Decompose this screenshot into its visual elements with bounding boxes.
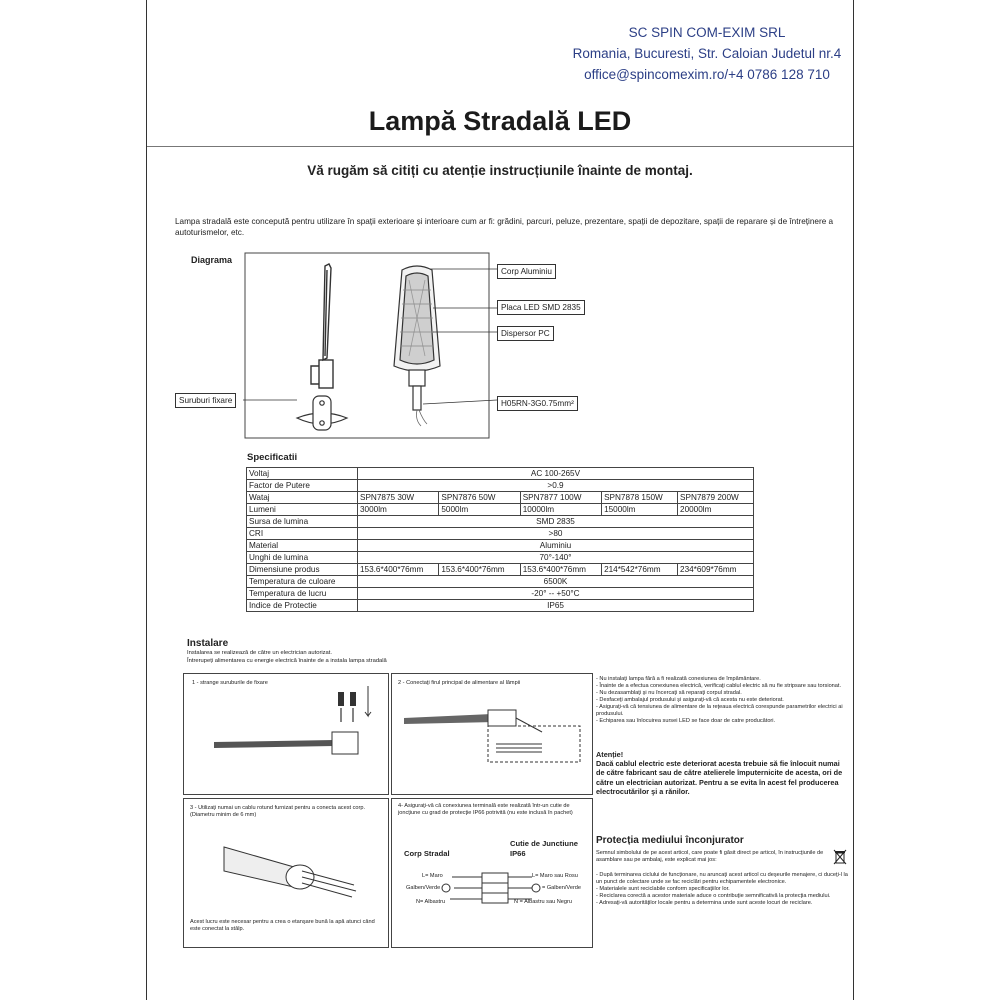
callout-diffuser: Dispersor PC <box>497 326 554 341</box>
warning-text: Dacă cablul electric este deteriorat acesta trebuie să fie înlocuit numai de către fabricant sau de către atelierele împuternicite de acesta, ori de către un electrician autorizat. Pentru a se evita în acest fel producerea electrocutărilor şi a rănilor. <box>596 759 843 796</box>
spec-label: Lumeni <box>247 504 358 516</box>
spec-label: Wataj <box>247 492 358 504</box>
spec-cell: SPN7876 50W <box>439 492 520 504</box>
safety-note: - Desfaceţi ambalajul produsului şi asiguraţi-vă că acesta nu este deteriorat. <box>596 697 784 703</box>
wiring-right-title: Cutie de Junctiune IP66 <box>510 839 578 858</box>
lamp-side-profile <box>311 264 333 388</box>
spec-label: Dimensiune produs <box>247 564 358 576</box>
spec-row <box>247 528 754 540</box>
spec-row <box>247 540 754 552</box>
step-2-box <box>391 673 593 795</box>
safety-note: - Asiguraţi-vă că tensiunea de alimentare de la reţeaua electrică corespunde parametrilor electrici ai produsului. <box>596 704 843 717</box>
spec-row <box>247 564 754 576</box>
spec-label: Factor de Putere <box>247 480 358 492</box>
install-title: Instalare <box>187 638 229 649</box>
wiring-left-title: Corp Stradal <box>404 849 450 858</box>
spec-cell: 153.6*400*76mm <box>520 564 601 576</box>
warning-block <box>596 750 846 796</box>
lamp-front-view <box>394 266 440 426</box>
spec-row <box>247 516 754 528</box>
spec-row <box>247 492 754 504</box>
environment-item: - După terminarea ciclului de funcţionare, nu aruncaţi acest articol cu deşeurile menajere, ci duceţi-l la un punct de colectare unde se fac reciclări pentru echipamentele electronice. <box>596 872 848 885</box>
spec-label: Temperatura de lucru <box>247 588 358 600</box>
install-note-2: Întrerupeți alimentarea cu energie electrică înainte de a instala lampa stradală <box>187 657 387 664</box>
callout-led: Placa LED SMD 2835 <box>497 300 585 315</box>
environment-item: - Materialele sunt reciclabile conform specificaţiilor lor. <box>596 886 730 892</box>
step-4-text: 4- Asiguraţi-vă că conexiunea terminală este realizată într-un cutie de joncţiune cu grad de protecţie IP66 potrivită (nu este inclusă în pachet) <box>398 803 573 816</box>
spec-label: Voltaj <box>247 468 358 480</box>
spec-cell: SPN7877 100W <box>520 492 601 504</box>
wiring-left-ge: Galben/Verde <box>406 885 441 891</box>
spec-cell: 214*542*76mm <box>602 564 678 576</box>
spec-cell: 3000lm <box>358 504 439 516</box>
page-subtitle: Vă rugăm să citiți cu atenție instrucțiunile înainte de montaj. <box>307 163 693 178</box>
safety-note: - Echiparea sau înlocuirea sursei LED se face doar de catre producători. <box>596 718 776 724</box>
step-1-illustration <box>184 674 388 794</box>
specs-title: Specificatii <box>247 452 298 463</box>
wiring-left-n: N= Albastru <box>416 899 446 905</box>
spec-value: >80 <box>358 528 754 540</box>
spec-cell: SPN7875 30W <box>358 492 439 504</box>
safety-note: - Înainte de a efectua conexiunea electrică, verificaţi cablul electric să nu fie stripsare sau torsionat. <box>596 683 842 689</box>
callout-body: Corp Aluminiu <box>497 264 556 279</box>
spec-value: 70°-140° <box>358 552 754 564</box>
weee-bin-icon <box>833 849 847 865</box>
environment-item: - Adresaţi-vă autorităţilor locale pentru a determina unde sunt aceste locuri de reciclare. <box>596 900 813 906</box>
mounting-bracket <box>297 396 347 430</box>
wiring-right-n: N = Albastru sau Negru <box>514 899 572 905</box>
document-page <box>146 0 854 1000</box>
spec-value: SMD 2835 <box>358 516 754 528</box>
spec-row <box>247 468 754 480</box>
spec-cell: SPN7878 150W <box>602 492 678 504</box>
spec-row <box>247 600 754 612</box>
spec-cell: 20000lm <box>678 504 754 516</box>
spec-cell: 153.6*400*76mm <box>439 564 520 576</box>
spec-value: >0.9 <box>358 480 754 492</box>
title-divider <box>147 146 853 147</box>
spec-value: Aluminiu <box>358 540 754 552</box>
intro-text: Lampa stradală este concepută pentru utilizare în spații exterioare și interioare cum ar fi: grădini, parcuri, peluze, prezentare, spații de depozitare, spații de reparare și de întreținere a autoturismelor, etc. <box>175 217 834 237</box>
environment-intro: Semnul simbolului de pe acest articol, care poate fi găsit direct pe articol, în instrucţiunile de asamblare sau pe ambalaj, este explicat mai jos: <box>596 850 824 863</box>
spec-cell: 5000lm <box>439 504 520 516</box>
spec-row <box>247 504 754 516</box>
spec-label: Indice de Protectie <box>247 600 358 612</box>
company-header <box>547 22 867 85</box>
spec-row <box>247 588 754 600</box>
spec-label: Unghi de lumina <box>247 552 358 564</box>
spec-label: CRI <box>247 528 358 540</box>
step-2-illustration <box>392 674 592 794</box>
warning-title: Atenție! <box>596 750 624 759</box>
safety-notes <box>596 676 848 725</box>
wiring-left-l: L= Maro <box>422 873 443 879</box>
company-name: SC SPIN COM-EXIM SRL <box>628 25 786 40</box>
spec-value: IP65 <box>358 600 754 612</box>
spec-value: -20° -- +50°C <box>358 588 754 600</box>
spec-row <box>247 576 754 588</box>
diagram-label: Diagrama <box>191 255 233 265</box>
spec-cell: 153.6*400*76mm <box>358 564 439 576</box>
safety-note: - Nu instalaţi lampa fără a fi realizată conexiunea de împământare. <box>596 676 761 682</box>
step-1-box <box>183 673 389 795</box>
wiring-right-l: L= Maro sau Rosu <box>532 873 578 879</box>
company-contact: office@spincomexim.ro/+4 0786 128 710 <box>584 67 830 82</box>
spec-table <box>246 467 754 612</box>
company-address: Romania, Bucuresti, Str. Caloian Judetul nr.4 <box>572 46 842 61</box>
spec-label: Temperatura de culoare <box>247 576 358 588</box>
environment-item: - Reciclarea corectă a acestor materiale aduce o contribuţie semnificativă la protecţia mediului. <box>596 893 831 899</box>
install-notes <box>187 650 387 665</box>
step-1-text: 1 - strange suruburile de fixare <box>192 680 268 686</box>
install-note-1: Instalarea se realizează de către un electrician autorizat. <box>187 650 333 656</box>
spec-value: AC 100-265V <box>358 468 754 480</box>
page-title: Lampă Stradală LED <box>368 106 632 136</box>
callout-leaders <box>243 269 497 404</box>
diagram-frame <box>245 253 489 438</box>
wiring-right-ge: = Galben/Verde <box>542 885 582 891</box>
safety-note: - Nu dezasamblaţi şi nu încercaţi să reparaţi corpul stradal. <box>596 690 742 696</box>
step-3-text: 3 - Utilizaţi numai un cablu rotund furnizat pentru a conecta acest corp. (Diametru minim de 6 mm) <box>190 805 366 818</box>
step-3-note: Acest lucru este necesar pentru a crea o etanşare bună la apă atunci când este conectat la stâlp. <box>190 919 375 932</box>
callout-screws: Suruburi fixare <box>175 393 236 408</box>
spec-cell: 234*609*76mm <box>678 564 754 576</box>
environment-title: Protecția mediului înconjurator <box>596 835 744 846</box>
step-2-text: 2 - Conectaţi firul principal de alimentare al lămpii <box>398 680 521 686</box>
spec-row <box>247 480 754 492</box>
spec-row <box>247 552 754 564</box>
spec-value: 6500K <box>358 576 754 588</box>
step-3-box <box>183 798 389 948</box>
environment-list <box>596 872 848 907</box>
spec-label: Sursa de lumina <box>247 516 358 528</box>
spec-label: Material <box>247 540 358 552</box>
step-4-box <box>391 798 593 948</box>
spec-cell: 10000lm <box>520 504 601 516</box>
callout-cable: H05RN-3G0.75mm² <box>497 396 578 411</box>
spec-cell: SPN7879 200W <box>678 492 754 504</box>
spec-cell: 15000lm <box>602 504 678 516</box>
